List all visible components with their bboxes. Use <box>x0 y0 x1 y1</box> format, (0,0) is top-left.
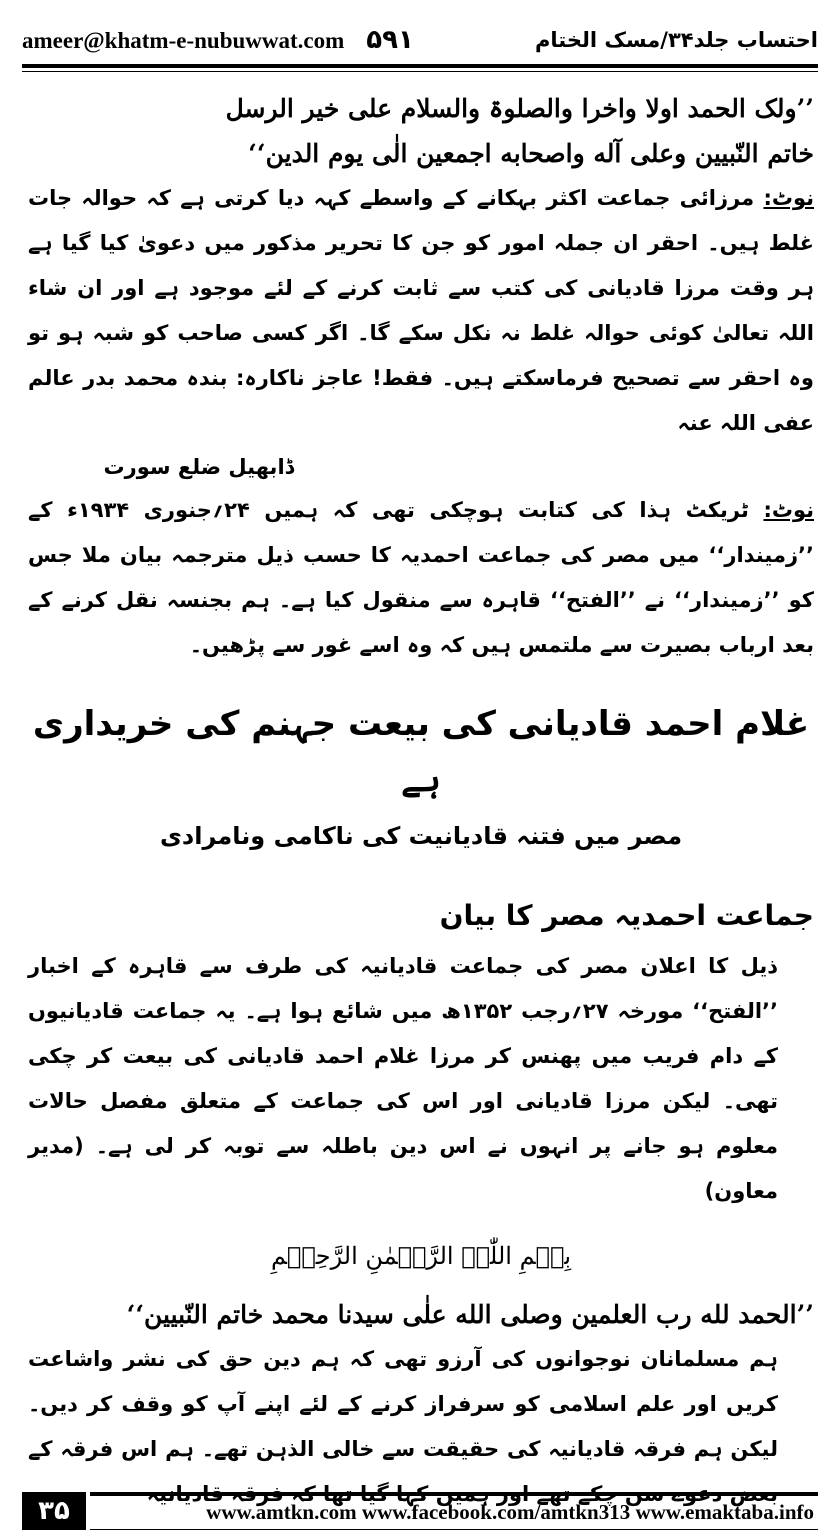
main-title: غلام احمد قادیانی کی بیعت جہنم کی خریداری ہے <box>32 704 810 800</box>
note-1-label: نوٹ: <box>763 186 814 210</box>
header-page-number: ۵۹۱ <box>366 25 414 55</box>
note-1 <box>28 176 814 446</box>
note-1-text: مرزائی جماعت اکثر بہکانے کے واسطے کہہ دیا کرتی ہے کہ حوالہ جات غلط ہیں۔ احقر ان جملہ امور کو جن کا تحریر مذکور میں دعویٰ کیا گیا ہے ہر وقت مرزا قادیانی کی کتب سے ثابت کرنے کے لئے موجود ہے اور ان شاء اللہ تعالیٰ کوئی حوالہ غلط نہ نکل سکے گا۔ اگر کسی صاحب کو شبہ ہو تو وہ احقر سے تصحیح فرماسکتے ہیں۔ فقط! عاجز ناکارہ: بندہ محمد بدر عالم عفی اللہ عنہ <box>28 186 814 435</box>
arabic-dua-line-1: ’’ولک الحمد اولا واخرا والصلوۃ والسلام علی خیر الرسل <box>225 94 814 123</box>
arabic-dua-line-2: خاتم النّبیین وعلی آله واصحابه اجمعین الٰی یوم الدین‘‘ <box>248 139 814 168</box>
header-rule <box>22 64 818 68</box>
note-2-text: ٹریکٹ ہذا کی کتابت ہوچکی تھی کہ ہمیں ۲۴؍جنوری ۱۹۳۴ء کے ’’زمیندار‘‘ میں مصر کی جماعت احمدیہ کا حسب ذیل مترجمہ بیان ملا جس کو ’’زمیندار‘‘ نے ’’الفتح‘‘ قاہرہ سے منقول کیا ہے۔ ہم بجنسہ نقل کرنے کے بعد ارباب بصیرت سے ملتمس ہیں کہ وہ اسے غور سے پڑھیں۔ <box>28 498 814 657</box>
header-email: ameer@khatm-e-nubuwwat.com <box>22 28 345 53</box>
section-paragraph: ذیل کا اعلان مصر کی جماعت قادیانیہ کی طرف سے قاہرہ کے اخبار ’’الفتح‘‘ مورخہ ۲۷؍رجب ۱۳۵۲ھ میں شائع ہوا ہے۔ یہ جماعت قادیانیوں کے دام فریب میں پھنس کر مرزا غلام احمد قادیانی کی بیعت کر چکی تھی۔ لیکن مرزا قادیانی اور اس کی جماعت کے متعلق مفصل حالات معلوم ہو جانے پر انہوں نے اس دین باطلہ سے توبہ کر لی ہے۔ (مدیر معاون) <box>28 954 778 1203</box>
bismillah: بِسۡمِ اللّٰہِ الرَّحۡمٰنِ الرَّحِیۡمِ <box>270 1242 572 1270</box>
arabic-hamd-line: ’’الحمد لله رب العلمین وصلی الله علٰی سیدنا محمد خاتم النّبیین‘‘ <box>126 1300 814 1329</box>
footer-page-number: ۳۵ <box>22 1492 86 1530</box>
page-content <box>28 86 814 1517</box>
footer-links: www.amtkn.com www.facebook.com/amtkn313 www.emaktaba.info <box>90 1492 818 1530</box>
header-running-title: احتساب جلد۳۴/مسک الختام <box>535 28 818 52</box>
sub-title: مصر میں فتنہ قادیانیت کی ناکامی ونامرادی <box>159 822 683 850</box>
header-rule-thin <box>22 71 818 72</box>
final-paragraph: ہم مسلمانان نوجوانوں کی آرزو تھی کہ ہم دین حق کی نشر واشاعت کریں اور علم اسلامی کو سرفراز کرنے کے لئے اپنے آپ کو وقف کر دیں۔ لیکن ہم فرقہ قادیانیہ کی حقیقت سے خالی الذہن تھے۔ ہم اس فرقہ کے بعض دعوے سن چکے تھے اور ہمیں کہا گیا تھا کہ فرقہ قادیانیہ <box>28 1347 778 1506</box>
header-left <box>22 25 414 55</box>
note-2 <box>28 488 814 668</box>
page-footer <box>22 1492 818 1530</box>
section-heading: جماعت احمدیہ مصر کا بیان <box>439 899 814 932</box>
signature-place: ڈابھیل ضلع سورت <box>103 455 294 479</box>
page-header <box>22 18 818 62</box>
note-2-label: نوٹ: <box>763 498 814 522</box>
